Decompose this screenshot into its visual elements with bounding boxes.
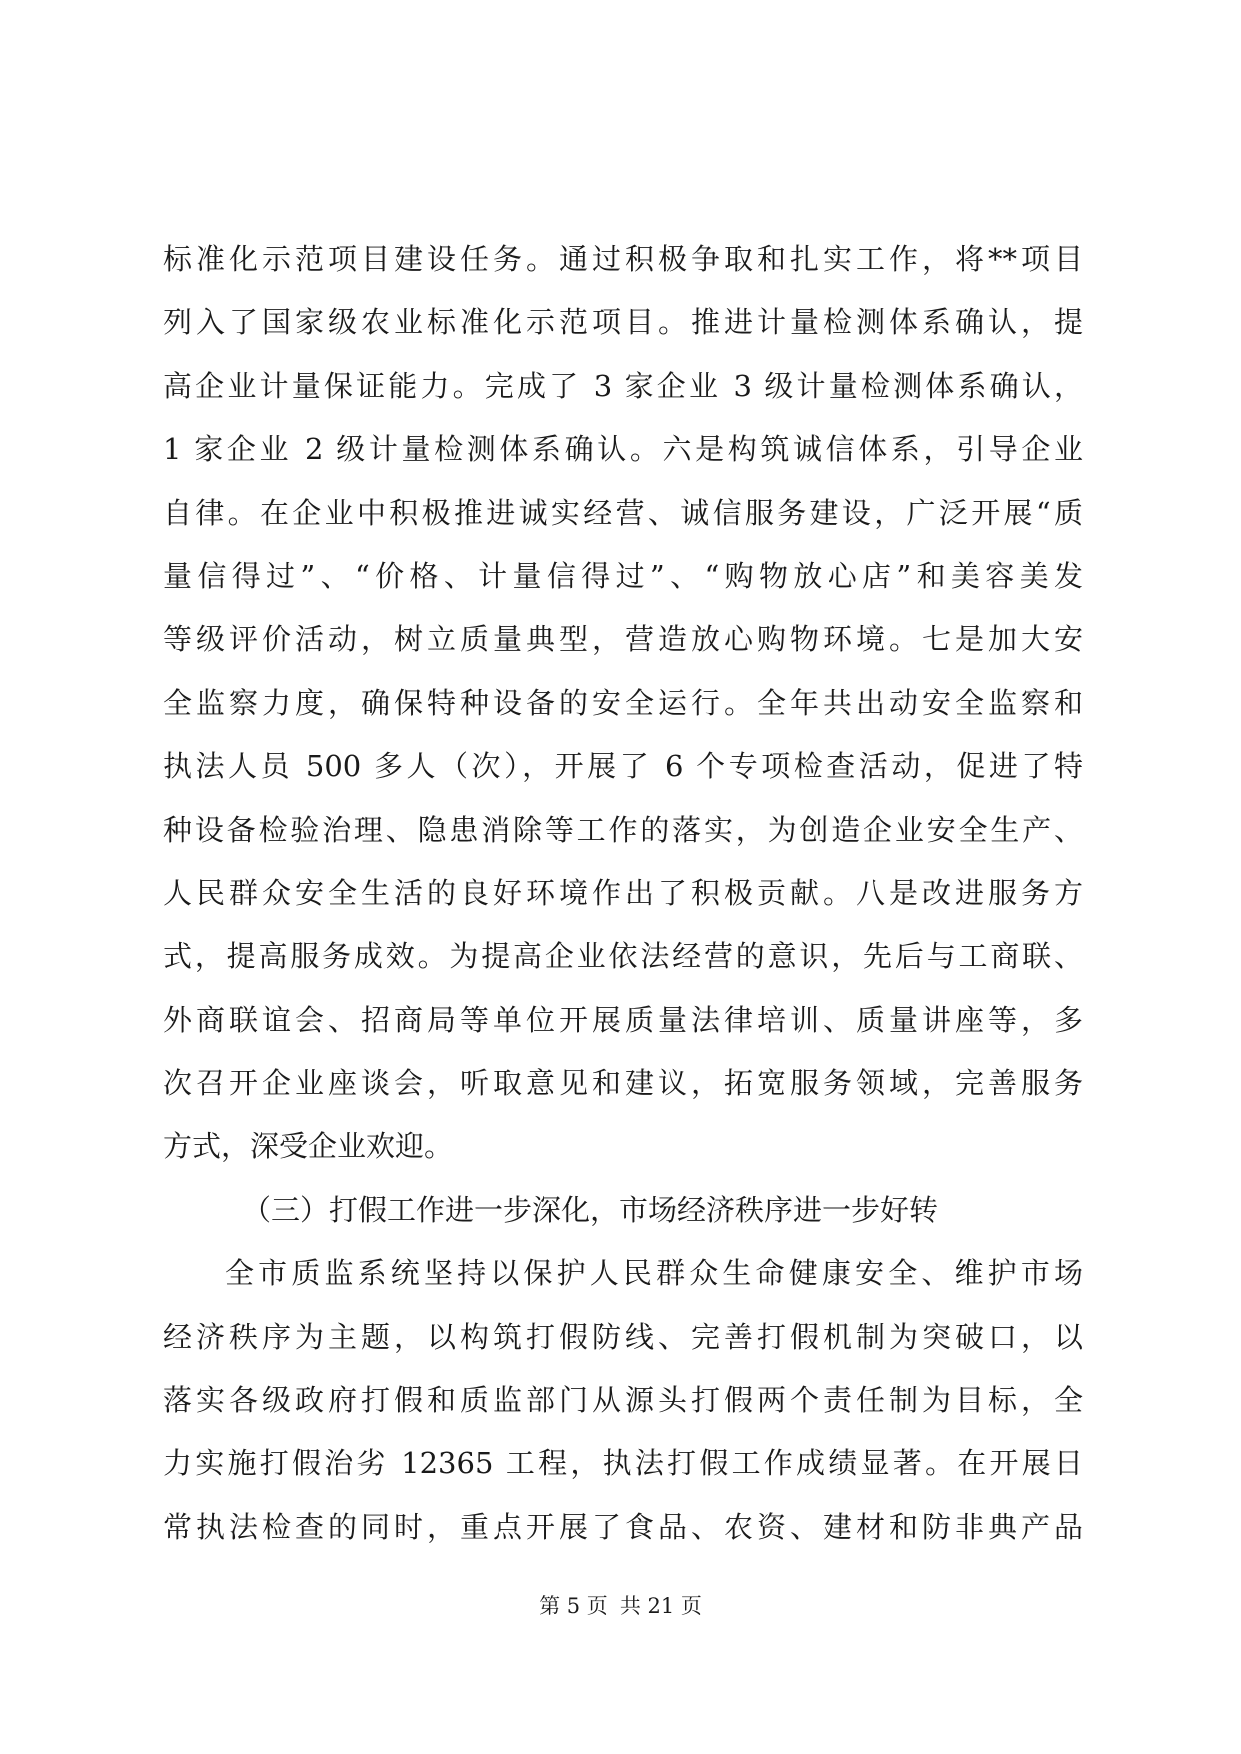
text-line: 全监察力度，确保特种设备的安全运行。全年共出动安全监察和 xyxy=(163,685,1083,720)
text-line: 次召开企业座谈会，听取意见和建议，拓宽服务领域，完善服务 xyxy=(163,1066,1083,1101)
text-line: 人民群众安全生活的良好环境作出了积极贡献。八是改进服务方 xyxy=(163,875,1083,910)
text-line: 力实施打假治劣 12365 工程，执法打假工作成绩显著。在开展日 xyxy=(163,1446,1083,1481)
text-line: 常执法检查的同时，重点开展了食品、农资、建材和防非典产品 xyxy=(163,1509,1083,1544)
page-total: 共 21 页 xyxy=(619,1594,702,1618)
text-line: 1 家企业 2 级计量检测体系确认。六是构筑诚信体系，引导企业 xyxy=(163,432,1083,467)
text-line: 落实各级政府打假和质监部门从源头打假两个责任制为目标，全 xyxy=(163,1383,1083,1418)
text-line: 方式，深受企业欢迎。 xyxy=(163,1129,454,1164)
text-line: 量信得过”、“价格、计量信得过”、“购物放心店”和美容美发 xyxy=(163,558,1083,593)
page-footer xyxy=(0,1591,1241,1621)
text-line: 式，提高服务成效。为提高企业依法经营的意识，先后与工商联、 xyxy=(163,939,1083,974)
section-heading: （三）打假工作进一步深化，市场经济秩序进一步好转 xyxy=(242,1192,939,1227)
text-line: 外商联谊会、招商局等单位开展质量法律培训、质量讲座等，多 xyxy=(163,1002,1083,1037)
text-line: 自律。在企业中积极推进诚实经营、诚信服务建设，广泛开展“质 xyxy=(163,495,1083,530)
text-line: 列入了国家级农业标准化示范项目。推进计量检测体系确认，提 xyxy=(163,305,1083,340)
text-line: 等级评价活动，树立质量典型，营造放心购物环境。七是加大安 xyxy=(163,622,1083,657)
text-line: 经济秩序为主题，以构筑打假防线、完善打假机制为突破口，以 xyxy=(163,1319,1083,1354)
paragraph-first-line: 全市质监系统坚持以保护人民群众生命健康安全、维护市场 xyxy=(225,1256,1083,1291)
page-number: 第 5 页 xyxy=(539,1594,608,1618)
document-body xyxy=(163,228,1083,1559)
text-line: 高企业计量保证能力。完成了 3 家企业 3 级计量检测体系确认， xyxy=(163,368,1083,403)
text-line: 种设备检验治理、隐患消除等工作的落实，为创造企业安全生产、 xyxy=(163,812,1083,847)
text-line: 执法人员 500 多人（次），开展了 6 个专项检查活动，促进了特 xyxy=(163,749,1083,784)
text-line: 标准化示范项目建设任务。通过积极争取和扎实工作，将**项目 xyxy=(163,242,1083,276)
